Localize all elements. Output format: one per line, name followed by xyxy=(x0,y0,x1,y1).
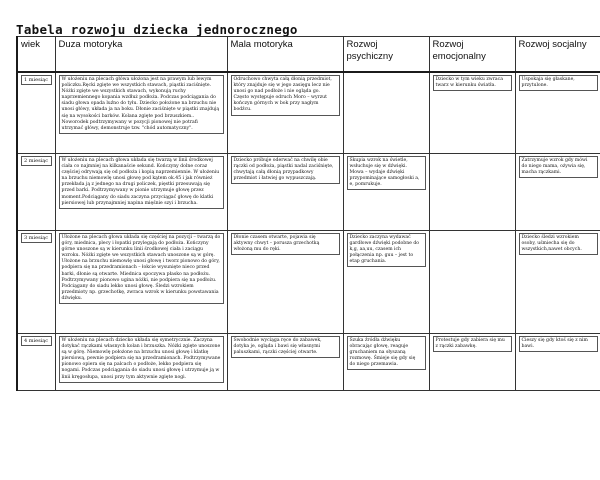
table-row xyxy=(17,334,600,391)
fine-motor-text: Odruchowo chwyta całą dłonią przedmiot, który znajduje się w jego zasięgu lecz nie unosi go nad podłoże i nie ogląda go. Często występuje odruch Moro – wyrzut kończyn górnych w bok przy nagłym bodźcu. xyxy=(231,75,340,116)
gross-motor-cell xyxy=(55,72,227,154)
psych-cell xyxy=(343,72,429,154)
psych-text: Dziecko zaczyna wydawać gardłowe dźwięki podobne do k,g, aa,uu, czasem ich połączenia np. guu – jest to etap gruchania. xyxy=(347,233,426,267)
psych-cell xyxy=(343,334,429,391)
table-header-row xyxy=(17,37,600,73)
age-cell xyxy=(17,72,55,154)
age-label: 1 miesiąc xyxy=(21,75,52,85)
header-social: Rozwoj socjalny xyxy=(515,37,600,73)
psych-text: Szuka źródła dźwięku obracając głowę, reaguje gruchaniem na słyszaną rozmowę. Śmieje się gdy się do niego przemawia. xyxy=(347,336,426,370)
header-age: wiek xyxy=(17,37,55,73)
emotional-cell xyxy=(429,154,515,231)
psych-cell xyxy=(343,154,429,231)
development-table xyxy=(16,36,600,391)
table-row xyxy=(17,72,600,154)
fine-motor-cell xyxy=(227,334,343,391)
gross-motor-text: Ułożone na plecach głowa układa się częściej na pozycji – twarzą do góry, miednica, plecy i łopatki przylegają do podłoża. Kończyny górne unoszone są w kierunku linii środkowej ciała i zaciągu wzroku. Nóżki zgięte we wszystkich stawach unoszone są w górę. Ułożone na brzuchu niemowlę unosi głowę i tworz pionowo do góry, podpiera się na przedramionach – łokcie wysunięte nieco przed barki, dłonie są otwarte. Miednica spoczywa płasko na podłożu. Podtrzymywany pionowo ugina nóżki, nie podpiera się na podłożu. Podciągany do siadu lekko unosi głowę. Śledzi wzrokiem przedmioty np. grzechotkę, zwraca wzrok w kierunku powstawania dźwięku. xyxy=(59,233,224,304)
emotional-text: Dziecko w tym wieku zwraca twarz w kierunku światła. xyxy=(433,75,512,91)
emotional-cell xyxy=(429,231,515,334)
fine-motor-text: Dziecko próbuje oderwać na chwilę obie rączki od podłoża, piąstki nadal zaciśnięte, chwytają całą dłonią przypadkowy przedmiot i łatwiej go wypuszczają. xyxy=(231,156,340,184)
emotional-cell xyxy=(429,334,515,391)
psych-cell xyxy=(343,231,429,334)
social-text: Cieszy się gdy ktoś się z nim bawi. xyxy=(519,336,598,352)
age-label: 2 miesiąc xyxy=(21,156,52,166)
header-psych: Rozwoj psychiczny xyxy=(343,37,429,73)
fine-motor-text: Swobodnie wyciąga ręce do zabawek, dotyka je, ogląda i bawi się własnymi paluszkami, rączki częściej otwarte. xyxy=(231,336,340,358)
social-cell xyxy=(515,231,600,334)
table-row xyxy=(17,231,600,334)
social-cell xyxy=(515,154,600,231)
gross-motor-text: W ułożeniu na plecach dziecko układa się symetrycznie. Zaczyna dotykać rączkami własnych kolan i brzuszka. Nóżki zgięte unoszone są w górę. Niemowlę położone na brzuchu unosi głowę i klatkę piersiową, pewnie podpiera się na przedramionach. Podtrzymywane pionowo opiera się na palcach o podłoże, lekko podpiera się nogami. Podczas podciągania do siadu unosi głowę i utrzymuje ją w linii kręgosłupa, unosi przy tym aktywnie zgięte nogi. xyxy=(59,336,224,383)
gross-motor-text: W ułożeniu na plecach głowa układa się twarzą w linii środkowej ciała co najmniej na kilkanaście sekund. Kończyny dolne coraz częściej odrywają się od podłoża i kopią naprzemiennie. W ułożeniu na brzuchu niemowlę unosi głowę pod kątem ok.45 i jak również przekłada ją z jednego na drugi policzek, pięstki przesuwają się przed barki. Podtrzymywany w pionie utrzymuje głowę przez moment.Podciągany do siadu zaczyna przyciągać głowę do klatki piersiowej lub przynajmniej napina mięśnie szyi i brzucha. xyxy=(59,156,224,209)
fine-motor-cell xyxy=(227,231,343,334)
header-fine-motor: Mala motoryka xyxy=(227,37,343,73)
table-row xyxy=(17,154,600,231)
gross-motor-cell xyxy=(55,334,227,391)
age-cell xyxy=(17,154,55,231)
social-text: Dziecko śledzi wzrokiem osoby, uśmiecha się do wszystkich,nawet obcych. xyxy=(519,233,598,255)
gross-motor-cell xyxy=(55,154,227,231)
social-text: Uspokaja się głaskane, przytulone. xyxy=(519,75,598,91)
header-gross-motor: Duza motoryka xyxy=(55,37,227,73)
age-cell xyxy=(17,334,55,391)
fine-motor-cell xyxy=(227,72,343,154)
psych-text: Skupia wzrok na świetle, wsłuchuje się w dźwięki. Mowa – wydaje dźwięki przypominające samogłoski a, e, pomrukuje. xyxy=(347,156,426,190)
gross-motor-cell xyxy=(55,231,227,334)
fine-motor-text: Dłonie czasem otwarte, pojawia się aktywny chwyt – porusza grzechotką włożoną mu do ręki. xyxy=(231,233,340,255)
age-label: 3 miesiąc xyxy=(21,233,52,243)
emotional-cell xyxy=(429,72,515,154)
emotional-text: Protestuje gdy zabiera się mu z rączki zabawkę. xyxy=(433,336,512,352)
header-emotional: Rozwoj emocjonalny xyxy=(429,37,515,73)
fine-motor-cell xyxy=(227,154,343,231)
gross-motor-text: W ułożeniu na plecach główa ułożona jest na prawym lub lewym policzku.Ręcki zgięte we wszystkich stawach, piąstki zaciśnięte. Nóżki zgięte we wszystkich stawach, wykonują ruchy naprzemiennego kopania wzdłuż podłoża. Podczas podciągania do siadu głowa opada luźno do tyłu. Dziecko położone na brzuchu nie unosi główy, układa ja na boku. Dłonie zaciśnięte w piąstki znajdują się na wysokości barków. Kolana zgięte pod brzuszkiem.. Noworodek podtrzymywany w pozycji pionowej nie potrafi utrzymać główy, demonstruje tzw. "chód automatyczny". xyxy=(59,75,224,134)
social-cell xyxy=(515,334,600,391)
social-text: Zatrzymuje wzrok gdy mówi do niego mama, ożywia się, macha rączkami. xyxy=(519,156,598,178)
document-title: Tabela rozwoju dziecka jednorocznego xyxy=(16,22,298,37)
age-cell xyxy=(17,231,55,334)
social-cell xyxy=(515,72,600,154)
age-label: 4 miesiąc xyxy=(21,336,52,346)
